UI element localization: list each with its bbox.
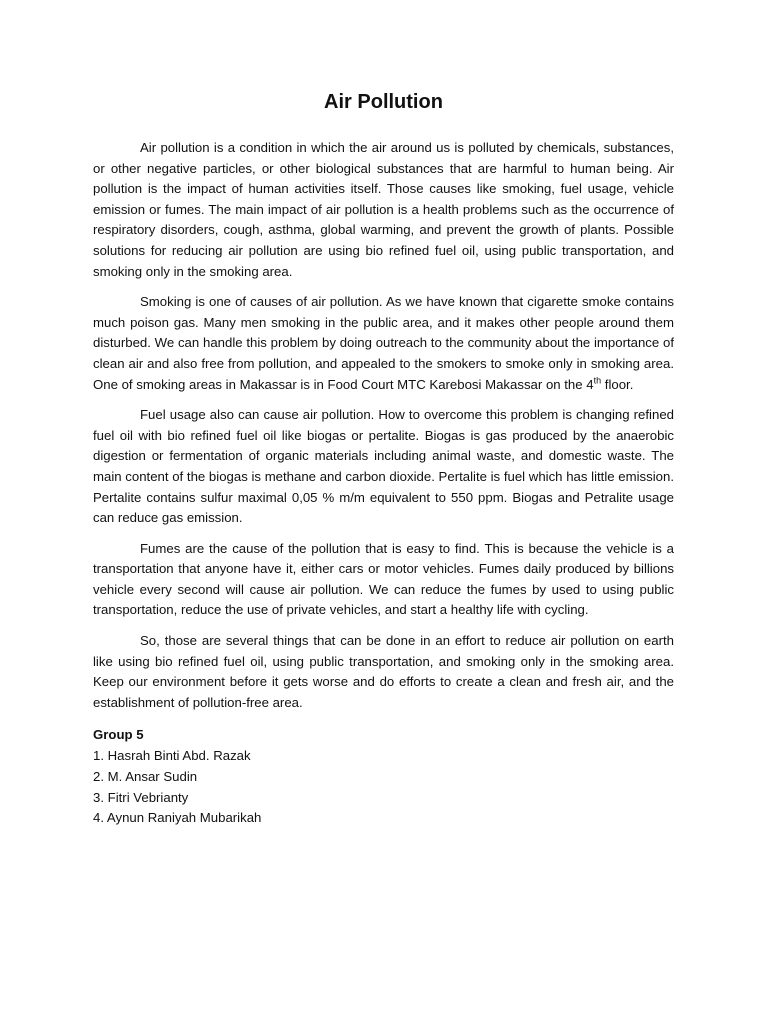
- paragraph-smoking-text: Smoking is one of causes of air pollution. As we have known that cigarette smoke contains much poison gas. Many men smoking in the public area, and it makes other people around them disturbed. We can handle this problem by doing outreach to the community about the importance of clean air and also free from pollution, and appealed to the smokers to smoke only in smoking area. One of smoking areas in Makassar is in Food Court MTC Karebosi Makassar on the 4: [93, 294, 674, 392]
- ordinal-suffix: th: [593, 375, 602, 386]
- paragraph-conclusion: So, those are several things that can be done in an effort to reduce air pollution on earth like using bio refined fuel oil, using public transportation, and smoking only in the smoking area. Keep our environment before it gets worse and do efforts to create a clean and fresh air, and the establishment of pollution-free area.: [93, 633, 674, 710]
- member-list: [93, 746, 674, 829]
- paragraph-fuel: Fuel usage also can cause air pollution. How to overcome this problem is changing refined fuel oil with bio refined fuel oil like biogas or pertalite. Biogas is gas produced by the anaerobic digestion or fermentation of organic materials including animal waste, and domestic waste. The main content of the biogas is methane and carbon dioxide. Pertalite is fuel which has little emission. Pertalite contains sulfur maximal 0,05 % m/m equivalent to 550 ppm. Biogas and Petralite usage can reduce gas emission.: [93, 407, 674, 526]
- member-item: 1. Hasrah Binti Abd. Razak: [93, 748, 251, 764]
- paragraph-smoking-end: floor.: [601, 376, 634, 392]
- member-item: 3. Fitri Vebrianty: [93, 789, 189, 805]
- paragraph-smoking: [93, 292, 674, 395]
- group-title: Group 5: [93, 727, 144, 743]
- document-page: [93, 88, 674, 829]
- member-item: 4. Aynun Raniyah Mubarikah: [93, 810, 262, 826]
- member-item: 2. M. Ansar Sudin: [93, 768, 198, 784]
- document-title: Air Pollution: [324, 91, 443, 113]
- paragraph-intro: Air pollution is a condition in which the air around us is polluted by chemicals, substances, or other negative particles, or other biological substances that are harmful to human being. Air pollution is the impact of human activities itself. Those causes like smoking, fuel usage, vehicle emission or fumes. The main impact of air pollution is a health problems such as the occurrence of respiratory disorders, cough, asthma, global warming, and prevent the growth of plants. Possible solutions for reducing air pollution are using bio refined fuel oil, using public transportation, and smoking only in the smoking area.: [93, 140, 674, 279]
- paragraph-fumes: Fumes are the cause of the pollution that is easy to find. This is because the vehicle is a transportation that anyone have it, either cars or motor vehicles. Fumes daily produced by billions vehicle every second will cause air pollution. We can reduce the fumes by used to using public transportation, reduce the use of private vehicles, and start a healthy life with cycling.: [93, 540, 674, 618]
